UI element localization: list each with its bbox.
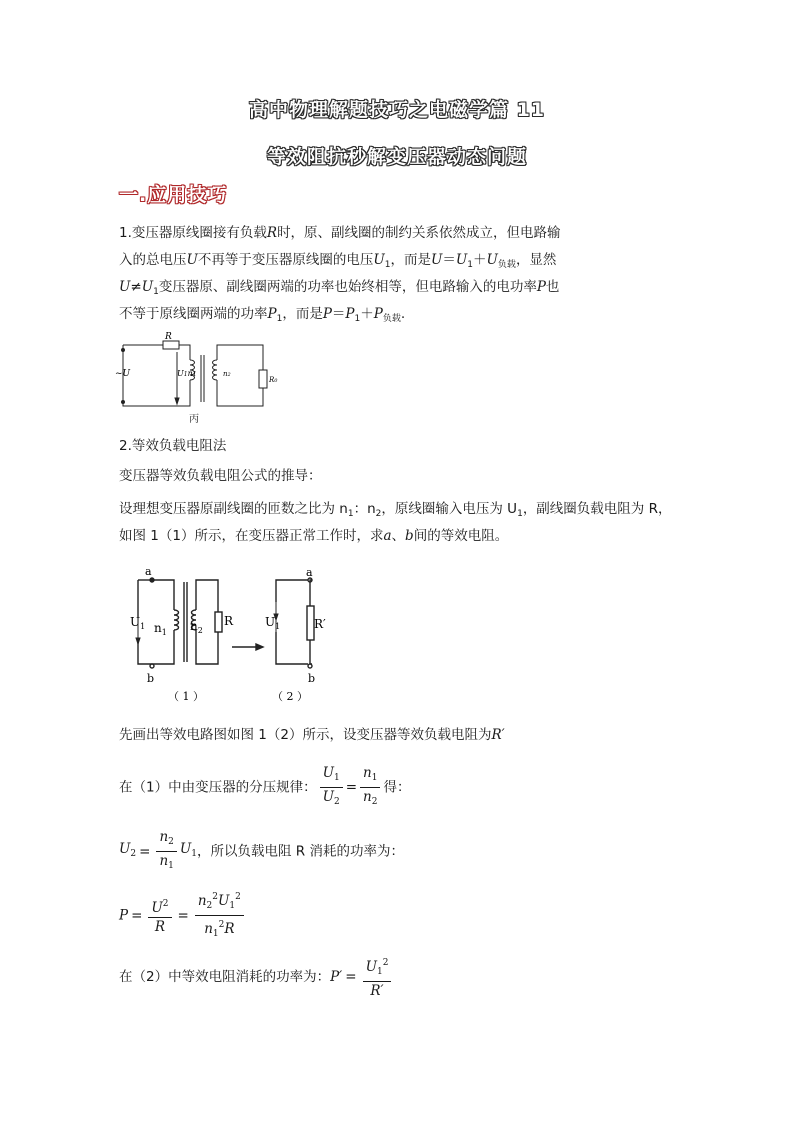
para2-line2: 如图 1（1）所示，在变压器正常工作时，求a、b间的等效电阻。: [119, 528, 509, 544]
para6-power-formula: P = $\frac{U^2}{R}$ = $\frac{n_2^2U_1^2}{n_1^2R}$: [119, 888, 247, 943]
title-line-1: 高中物理解题技巧之电磁学篇 11: [248, 99, 546, 121]
fig1-label-R: R: [165, 332, 172, 342]
circuit-figure-1: [120, 562, 340, 707]
section-heading: 一.应用技巧: [119, 184, 228, 206]
para1-line1: 1.变压器原线圈接有负载R时，原、副线圈的制约关系依然成立，但电路输: [119, 225, 561, 241]
fig1-label-R0: R0: [269, 376, 278, 384]
para2-heading: 2.等效负载电阻法: [119, 438, 227, 454]
fig2-caption-2: （ 2 ）: [272, 690, 308, 703]
fig1-label-U1: U1n1: [177, 369, 197, 378]
para3: 先画出等效电路图如图 1（2）所示，设变压器等效负载电阻为R′: [119, 727, 505, 743]
fig2-label-R: R: [224, 614, 234, 628]
fig2-label-b2: b: [308, 672, 316, 685]
fig2-label-U1b: $U_1$: [265, 615, 281, 631]
fig2-label-b1: b: [147, 672, 155, 685]
para7: 在（2）中等效电阻消耗的功率为：P′ = $\frac{U_1^2}{R'}$: [119, 954, 394, 1000]
para1-line3: $U\ne U_1$变压器原、副线圈两端的功率也始终相等，但电路输入的电功率P也: [119, 279, 560, 297]
fig2-label-Rp: R′: [314, 617, 326, 631]
para5: $U_2$ = $\frac{n_2}{n_1}$ $U_1$，所以负载电阻 R 消耗的功率为：: [119, 828, 404, 875]
fig2-label-a2: a: [306, 566, 313, 579]
title-line-2: 等效阻抗秒解变压器动态问题: [266, 146, 527, 168]
fig2-caption-1: （ 1 ）: [168, 690, 204, 703]
fig2-label-n2: $n_2$: [190, 619, 203, 635]
para2-line1: 设理想变压器原副线圈的匝数之比为 $n_1$：$n_2$，原线圈输入电压为 $U_1$，副线圈负载电阻为 R，: [119, 501, 672, 519]
fraction-power-expanded: $\frac{n_2^2U_1^2}{n_1^2R}$: [195, 888, 244, 943]
fraction-U2-R: $\frac{U^2}{R}$: [148, 895, 171, 936]
fig2-label-U1: $U_1$: [130, 615, 146, 631]
para1-line4: 不等于原线圈两端的功率$P_1$，而是$P=P_1+P_{负载}$.: [119, 306, 406, 324]
para4: 在（1）中由变压器的分压规律： $\frac{U_1}{U_2}$ = $\frac{n_1}{n_2}$ 得：: [119, 764, 410, 811]
para1-line2: 入的总电压U不再等于变压器原线圈的电压$U_1$，而是$U=U_1+U_{负载}$，显然: [119, 252, 557, 270]
fig1-caption: 丙: [189, 414, 199, 425]
ratio-n: $\frac{n_1}{n_2}$: [360, 764, 380, 811]
fig1-label-U: ~U: [115, 369, 131, 379]
fig2-label-a1: a: [145, 565, 152, 578]
fraction-n2-n1: $\frac{n_2}{n_1}$: [156, 828, 176, 875]
fraction-U1sq-Rp: $\frac{U_1^2}{R'}$: [363, 954, 392, 1000]
fig2-label-n1: $n_1$: [154, 621, 167, 637]
ratio-U: $\frac{U_1}{U_2}$: [320, 764, 343, 811]
para2-derivation: 变压器等效负载电阻公式的推导：: [119, 468, 322, 484]
fig1-label-n2: n2: [223, 370, 231, 378]
